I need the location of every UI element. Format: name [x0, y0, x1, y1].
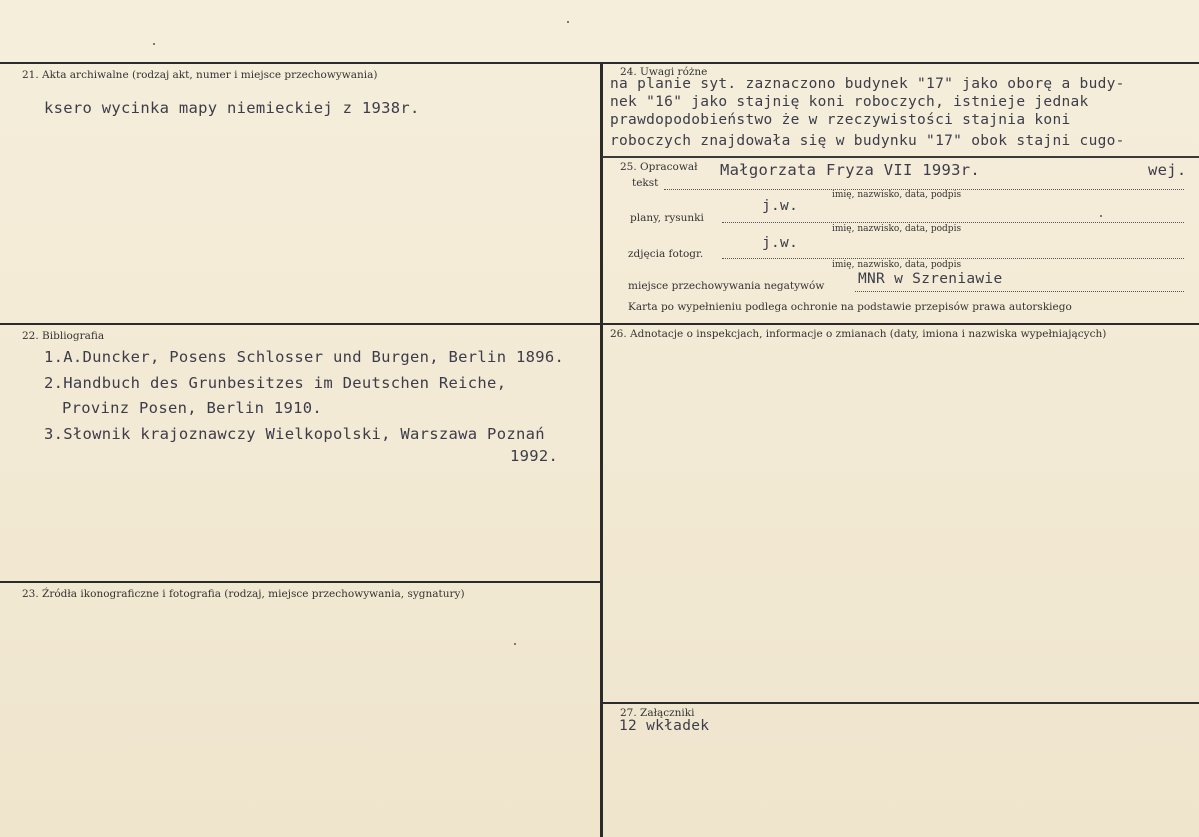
section-27-label: 27. Załączniki [620, 707, 695, 719]
zdjecia-label: zdjęcia fotogr. [628, 248, 704, 260]
miejsce-dotted-line [855, 291, 1184, 292]
section-21-label: 21. Akta archiwalne (rodzaj akt, numer i miejsce przechowywania) [22, 69, 378, 81]
plany-value: j.w. [762, 198, 799, 214]
paper-speck [567, 21, 569, 23]
plany-caption: imię, nazwisko, data, podpis [832, 224, 962, 234]
copyright-note: Karta po wypełnieniu podlega ochronie na podstawie przepisów prawa autorskiego [628, 301, 1072, 313]
remarks-line: prawdopodobieństwo że w rzeczywistości stajnia koni [610, 112, 1071, 128]
tekst-overflow: wej. [1148, 161, 1187, 179]
section-26-label: 26. Adnotacje o inspekcjach, informacje o zmianach (daty, imiona i nazwiska wypełniających) [610, 328, 1107, 340]
tekst-caption: imię, nazwisko, data, podpis [832, 190, 962, 200]
rule-26-27 [602, 702, 1199, 704]
miejsce-label: miejsce przechowywania negatywów [628, 280, 825, 292]
tekst-value: Małgorzata Fryza VII 1993r. [720, 161, 981, 179]
paper-speck [153, 43, 155, 45]
rule-22-23 [0, 581, 602, 583]
section-23-label: 23. Źródła ikonograficzne i fotografia (rodzaj, miejsce przechowywania, sygnatury) [22, 588, 465, 600]
section-21-text: ksero wycinka mapy niemieckiej z 1938r. [44, 99, 420, 117]
bibliography-line: 2.Handbuch des Grunbesitzes im Deutschen Reiche, [44, 374, 507, 392]
section-25-label: 25. Opracował [620, 161, 698, 173]
tekst-label: tekst [632, 177, 659, 189]
zdjecia-caption: imię, nazwisko, data, podpis [832, 260, 962, 270]
section-24-label: 24. Uwagi różne [620, 66, 708, 78]
bibliography-line: 1992. [510, 447, 559, 465]
remarks-line: roboczych znajdowała się w budynku "17" obok stajni cugo- [610, 133, 1125, 149]
rule-21-22 [0, 323, 1199, 325]
plany-label: plany, rysunki [630, 212, 704, 224]
miejsce-value: MNR w Szreniawie [858, 271, 1003, 287]
remarks-line: nek "16" jako stajnię koni roboczych, istnieje jednak [610, 94, 1089, 110]
remarks-line: na planie syt. zaznaczono budynek "17" jako oborę a budy- [610, 76, 1125, 92]
paper-speck [1100, 215, 1102, 217]
plany-dotted-line [722, 222, 1184, 223]
zdjecia-value: j.w. [762, 235, 799, 251]
attachments-value: 12 wkładek [619, 718, 710, 734]
center-divider [600, 62, 603, 837]
bibliography-line: 3.Słownik krajoznawczy Wielkopolski, Warszawa Poznań [44, 425, 545, 443]
section-22-label: 22. Bibliografia [22, 330, 105, 342]
paper-speck [514, 643, 516, 645]
zdjecia-dotted-line [722, 258, 1184, 259]
rule-24-25 [602, 156, 1199, 158]
bibliography-line: Provinz Posen, Berlin 1910. [62, 399, 323, 417]
bibliography-line: 1.A.Duncker, Posens Schlosser und Burgen, Berlin 1896. [44, 348, 565, 366]
